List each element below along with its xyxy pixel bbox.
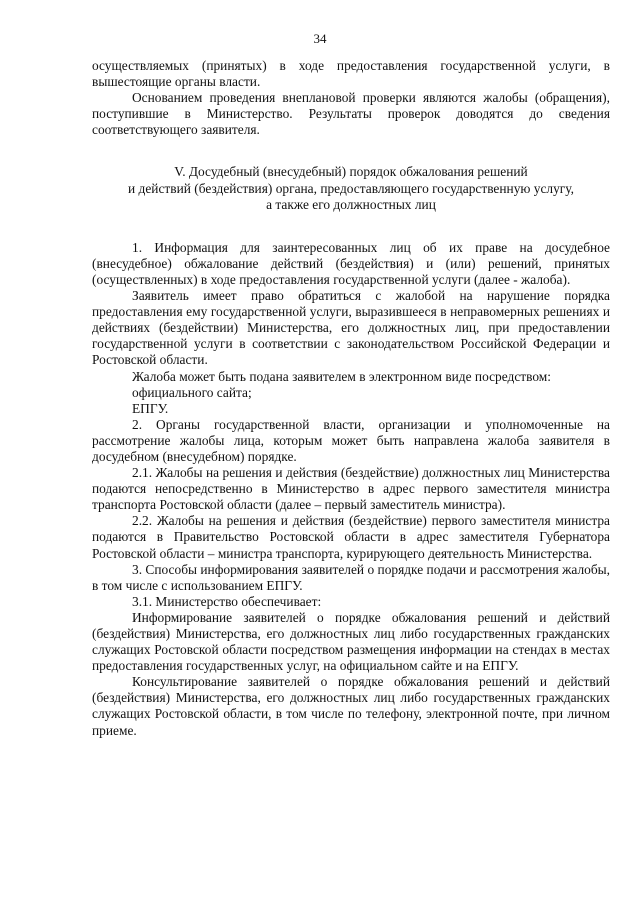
paragraph-continuation: осуществляемых (принятых) в ходе предоставления государственной услуги, в вышестоящие органы власти.	[92, 58, 610, 90]
document-body	[92, 58, 610, 739]
section-heading-line-1: V. Досудебный (внесудебный) порядок обжалования решений	[174, 164, 528, 180]
paragraph-item-3: 3. Способы информирования заявителей о порядке подачи и рассмотрения жалобы, в том числе с использованием ЕПГУ.	[92, 561, 610, 593]
section-heading-line-3: а также его должностных лиц	[266, 196, 436, 212]
paragraph-item-3-1: 3.1. Министерство обеспечивает:	[132, 593, 322, 609]
paragraph-consulting: Консультирование заявителей о порядке обжалования решений и действий (бездействия) Министерства, его должностных лиц либо государственных гражданских служащих Ростовской области, в том числе по телефону, электронной почте, при личном приеме.	[92, 674, 610, 738]
section-heading-line-2: и действий (бездействия) органа, предоставляющего государственную услугу,	[128, 180, 574, 196]
section-heading	[92, 164, 610, 212]
paragraph-item-2-1: 2.1. Жалобы на решения и действия (бездействие) должностных лиц Министерства подаются непосредственно в Министерство в адрес первого заместителя министра транспорта Ростовской области (далее – первый заместитель министра).	[92, 465, 610, 513]
paragraph-inspection-basis: Основанием проведения внеплановой проверки являются жалобы (обращения), поступившие в Министерство. Результаты проверок доводятся до сведения соответствующего заявителя.	[92, 90, 610, 138]
list-item-epgu: ЕПГУ.	[132, 400, 169, 416]
paragraph-complaint-right: Заявитель имеет право обратиться с жалобой на нарушение порядка предоставления ему государственной услуги, выразившееся в неправомерных решениях и действиях (бездействии) Министерства, его должностных лиц, при предоставлении государственной услуги в соответствии с законодательством Российской Федерации и Ростовской области.	[92, 288, 610, 368]
paragraph-informing: Информирование заявителей о порядке обжалования решений и действий (бездействия) Министерства, его должностных лиц либо государственных гражданских служащих Ростовской области посредством размещения информации на стендах в местах предоставления государственных услуг, на официальном сайте и на ЕПГУ.	[92, 609, 610, 674]
paragraph-item-2: 2. Органы государственной власти, организации и уполномоченные на рассмотрение жалобы лица, которым может быть направлена жалоба заявителя в досудебном (внесудебном) порядке.	[92, 416, 610, 464]
paragraph-electronic-submission: Жалоба может быть подана заявителем в электронном виде посредством:	[132, 368, 551, 384]
paragraph-item-1: 1. Информация для заинтересованных лиц об их праве на досудебное (внесудебное) обжалование действий (бездействия) и (или) решений, принятых (осуществленных) в ходе предоставления государственной услуги (далее - жалоба).	[92, 239, 610, 287]
paragraph-item-2-2: 2.2. Жалобы на решения и действия (бездействие) первого заместителя министра подаются в Правительство Ростовской области в адрес заместителя Губернатора Ростовской области – министра транспорта, курирующего деятельность Министерства.	[92, 513, 610, 561]
page-number: 34	[313, 31, 327, 46]
list-item-official-site: официального сайта;	[132, 384, 252, 400]
